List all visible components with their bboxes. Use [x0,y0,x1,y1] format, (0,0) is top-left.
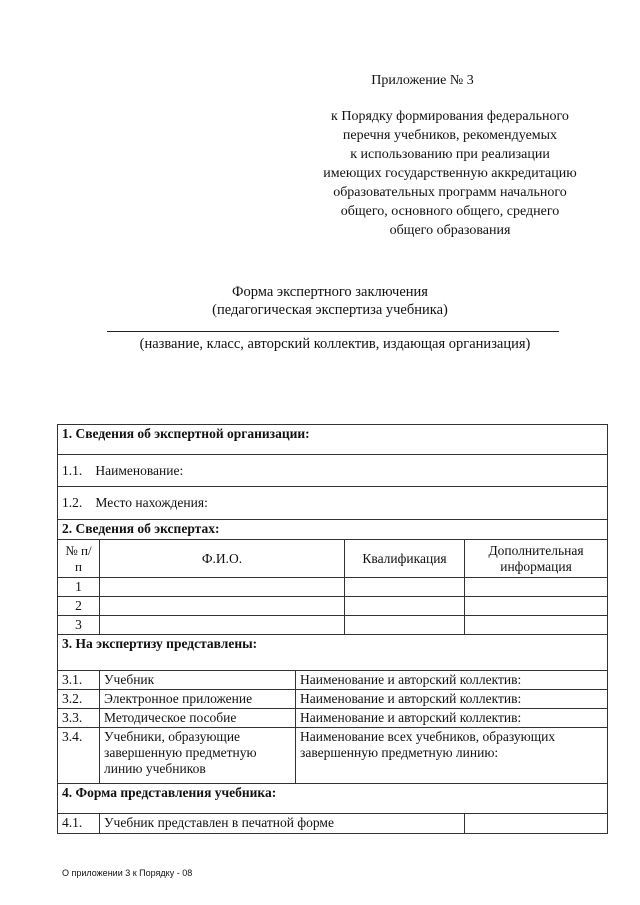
expert-fio-cell[interactable] [100,597,345,616]
org-location-row[interactable] [58,487,608,520]
textbook-name-caption: (название, класс, авторский коллектив, издающая организация) [139,336,531,352]
submission-number: 3.4. [58,728,100,784]
submission-item: Учебники, образующие завершенную предметную линию учебников [100,728,296,784]
form-title-line: Форма экспертного заключения [232,284,428,300]
expert-fio-cell[interactable] [100,578,345,597]
format-label: Учебник представлен в печатной форме [100,814,465,834]
textbook-name-line[interactable] [107,331,559,332]
section2-title: 2. Сведения об экспертах: [58,520,608,540]
appendix-line: к Порядку формирования федерального [331,109,569,124]
submission-item: Учебник [100,671,296,690]
section1-title: 1. Сведения об экспертной организации: [58,425,608,455]
col-header-fio: Ф.И.О. [100,540,345,578]
col-header-qualification: Квалификация [345,540,465,578]
expert-row-number: 1 [58,578,100,597]
expert-form-table [57,424,608,834]
appendix-line: общего, основного общего, среднего [340,204,560,219]
section3-title: 3. На экспертизу представлены: [58,635,608,671]
expert-fio-cell[interactable] [100,616,345,635]
col-header-info: Дополнительная информация [465,540,608,578]
page-footer: О приложении 3 к Порядку - 08 [62,868,193,878]
submission-number: 3.3. [58,709,100,728]
expert-row-number: 2 [58,597,100,616]
submission-desc[interactable]: Наименование и авторский коллектив: [296,709,608,728]
appendix-line: имеющих государственную аккредитацию [323,166,577,181]
submission-item: Электронное приложение [100,690,296,709]
appendix-line: образовательных программ начального [333,185,567,200]
submission-number: 3.1. [58,671,100,690]
appendix-title: Приложение № 3 [371,73,474,88]
expert-info-cell[interactable] [465,616,608,635]
expert-info-cell[interactable] [465,578,608,597]
row-number: 1.1. [62,462,83,478]
submission-number: 3.2. [58,690,100,709]
appendix-line: общего образования [389,223,511,238]
submission-item: Методическое пособие [100,709,296,728]
section4-title: 4. Форма представления учебника: [58,784,608,814]
submission-desc[interactable]: Наименование и авторский коллектив: [296,671,608,690]
expert-qual-cell[interactable] [345,616,465,635]
row-number: 1.2. [62,495,83,510]
format-number: 4.1. [58,814,100,834]
expert-info-cell[interactable] [465,597,608,616]
col-header-number: № п/п [58,540,100,578]
appendix-subtitle [300,107,600,240]
expert-row-number: 3 [58,616,100,635]
org-location-label: Место нахождения: [95,495,208,510]
expert-qual-cell[interactable] [345,597,465,616]
format-value-cell[interactable] [465,814,608,834]
submission-desc[interactable]: Наименование всех учебников, образующих завершенную предметную линию: [296,728,608,784]
expert-qual-cell[interactable] [345,578,465,597]
appendix-line: к использованию при реализации [350,147,550,162]
appendix-line: перечня учебников, рекомендуемых [342,128,558,143]
form-title [0,283,640,319]
org-name-label: Наименование: [95,462,184,478]
org-name-row[interactable] [58,455,608,487]
submission-desc[interactable]: Наименование и авторский коллектив: [296,690,608,709]
form-subtitle-line: (педагогическая экспертиза учебника) [212,302,448,318]
